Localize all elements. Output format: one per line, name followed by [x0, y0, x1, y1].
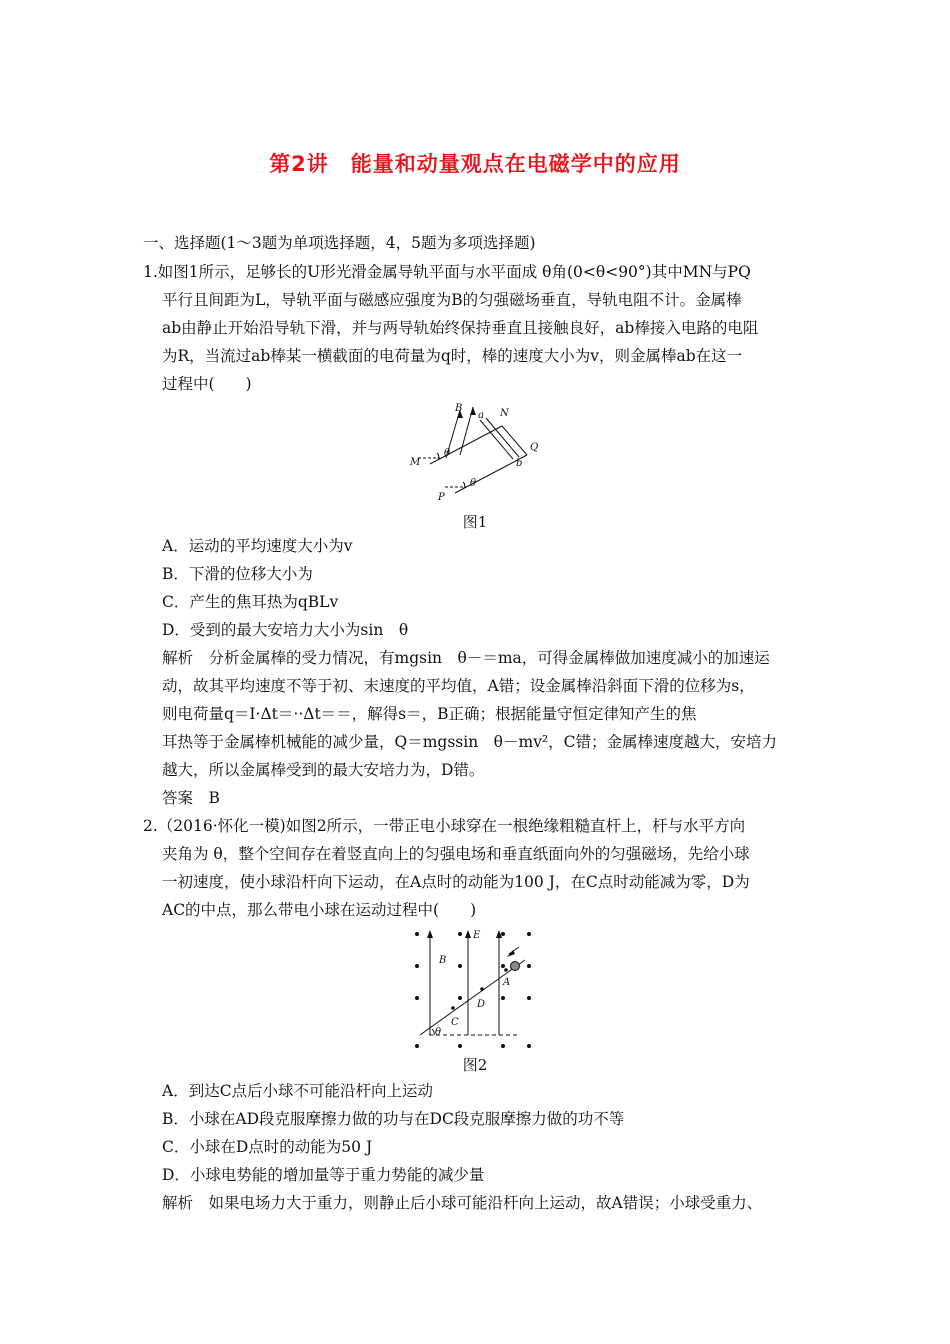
q2-line: 一初速度，使小球沿杆向下运动，在A点时的动能为100 J，在C点时动能减为零，D为	[162, 873, 750, 891]
q1-answer: 答案 B	[162, 789, 220, 807]
q2-analysis-line: 解析 如果电场力大于重力，则静止后小球可能沿杆向上运动，故A错误；小球受重力、	[162, 1194, 763, 1212]
q1-option-b: B．下滑的位移大小为	[162, 565, 313, 583]
fig1-label: M	[410, 457, 421, 468]
q1-option-a: A．运动的平均速度大小为v	[162, 537, 353, 555]
q2-line: 夹角为 θ，整个空间存在着竖直向上的匀强电场和垂直纸面向外的匀强磁场，先给小球	[162, 845, 750, 863]
fig2-label: B	[439, 955, 447, 966]
figure-1-caption: 图1	[462, 513, 488, 531]
fig2-label: θ	[435, 1027, 442, 1038]
q1-line: 1.如图1所示，足够长的U形光滑金属导轨平面与水平面成 θ角(0<θ<90°)其中MN与PQ	[143, 263, 751, 281]
figure-1-diagram	[400, 398, 560, 508]
q1-line: 过程中( )	[162, 375, 252, 393]
q2-line: 2.（2016·怀化一模)如图2所示，一带正电小球穿在一根绝缘粗糙直杆上，杆与水平方向	[143, 817, 746, 835]
q1-line: 平行且间距为L，导轨平面与磁感应强度为B的匀强磁场垂直，导轨电阻不计。金属棒	[162, 291, 742, 309]
page-title: 第2讲 能量和动量观点在电磁学中的应用	[269, 152, 681, 176]
figure-2-caption: 图2	[462, 1056, 488, 1074]
q2-option-a: A．到达C点后小球不可能沿杆向上运动	[162, 1082, 434, 1100]
section-heading: 一、选择题(1～3题为单项选择题，4，5题为多项选择题)	[143, 234, 536, 252]
q1-analysis-line: 耳热等于金属棒机械能的减少量，Q＝mgssin θ－mv²，C错；金属棒速度越大，安培力	[162, 733, 778, 751]
fig1-label: P	[438, 492, 445, 503]
q1-analysis-line: 解析 分析金属棒的受力情况，有mgsin θ－＝ma，可得金属棒做加速度减小的加速运	[162, 649, 770, 667]
fig2-label: A	[503, 977, 511, 988]
q1-analysis-line: 动，故其平均速度不等于初、末速度的平均值，A错；设金属棒沿斜面下滑的位移为s，	[162, 677, 755, 695]
q2-option-d: D．小球电势能的增加量等于重力势能的减少量	[162, 1166, 485, 1184]
q1-option-c: C．产生的焦耳热为qBLv	[162, 593, 339, 611]
figure-2-diagram	[405, 925, 540, 1050]
q2-line: AC的中点，那么带电小球在运动过程中( )	[162, 901, 477, 919]
fig2-label: C	[451, 1017, 459, 1028]
q1-analysis-line: 越大，所以金属棒受到的最大安培力为，D错。	[162, 761, 485, 779]
q1-analysis-line: 则电荷量q＝I·Δt＝··Δt＝＝，解得s＝，B正确；根据能量守恒定律知产生的焦	[162, 705, 697, 723]
fig1-label: N	[500, 408, 509, 419]
q1-line: 为R，当流过ab棒某一横截面的电荷量为q时，棒的速度大小为v，则金属棒ab在这一	[162, 347, 743, 365]
fig2-label: E	[473, 930, 481, 941]
fig1-label: θ	[444, 448, 451, 459]
fig1-label: B	[455, 403, 463, 414]
q2-option-c: C．小球在D点时的动能为50 J	[162, 1138, 373, 1156]
fig1-label: Q	[530, 442, 539, 453]
q1-option-d: D．受到的最大安培力大小为sin θ	[162, 621, 409, 639]
fig1-label: b	[516, 458, 523, 469]
fig1-label: θ	[470, 478, 477, 489]
fig1-label: a	[478, 410, 484, 421]
q1-line: ab由静止开始沿导轨下滑，并与两导轨始终保持垂直且接触良好，ab棒接入电路的电阻	[162, 319, 759, 337]
fig2-label: D	[477, 999, 486, 1010]
q2-option-b: B．小球在AD段克服摩擦力做的功与在DC段克服摩擦力做的功不等	[162, 1110, 625, 1128]
